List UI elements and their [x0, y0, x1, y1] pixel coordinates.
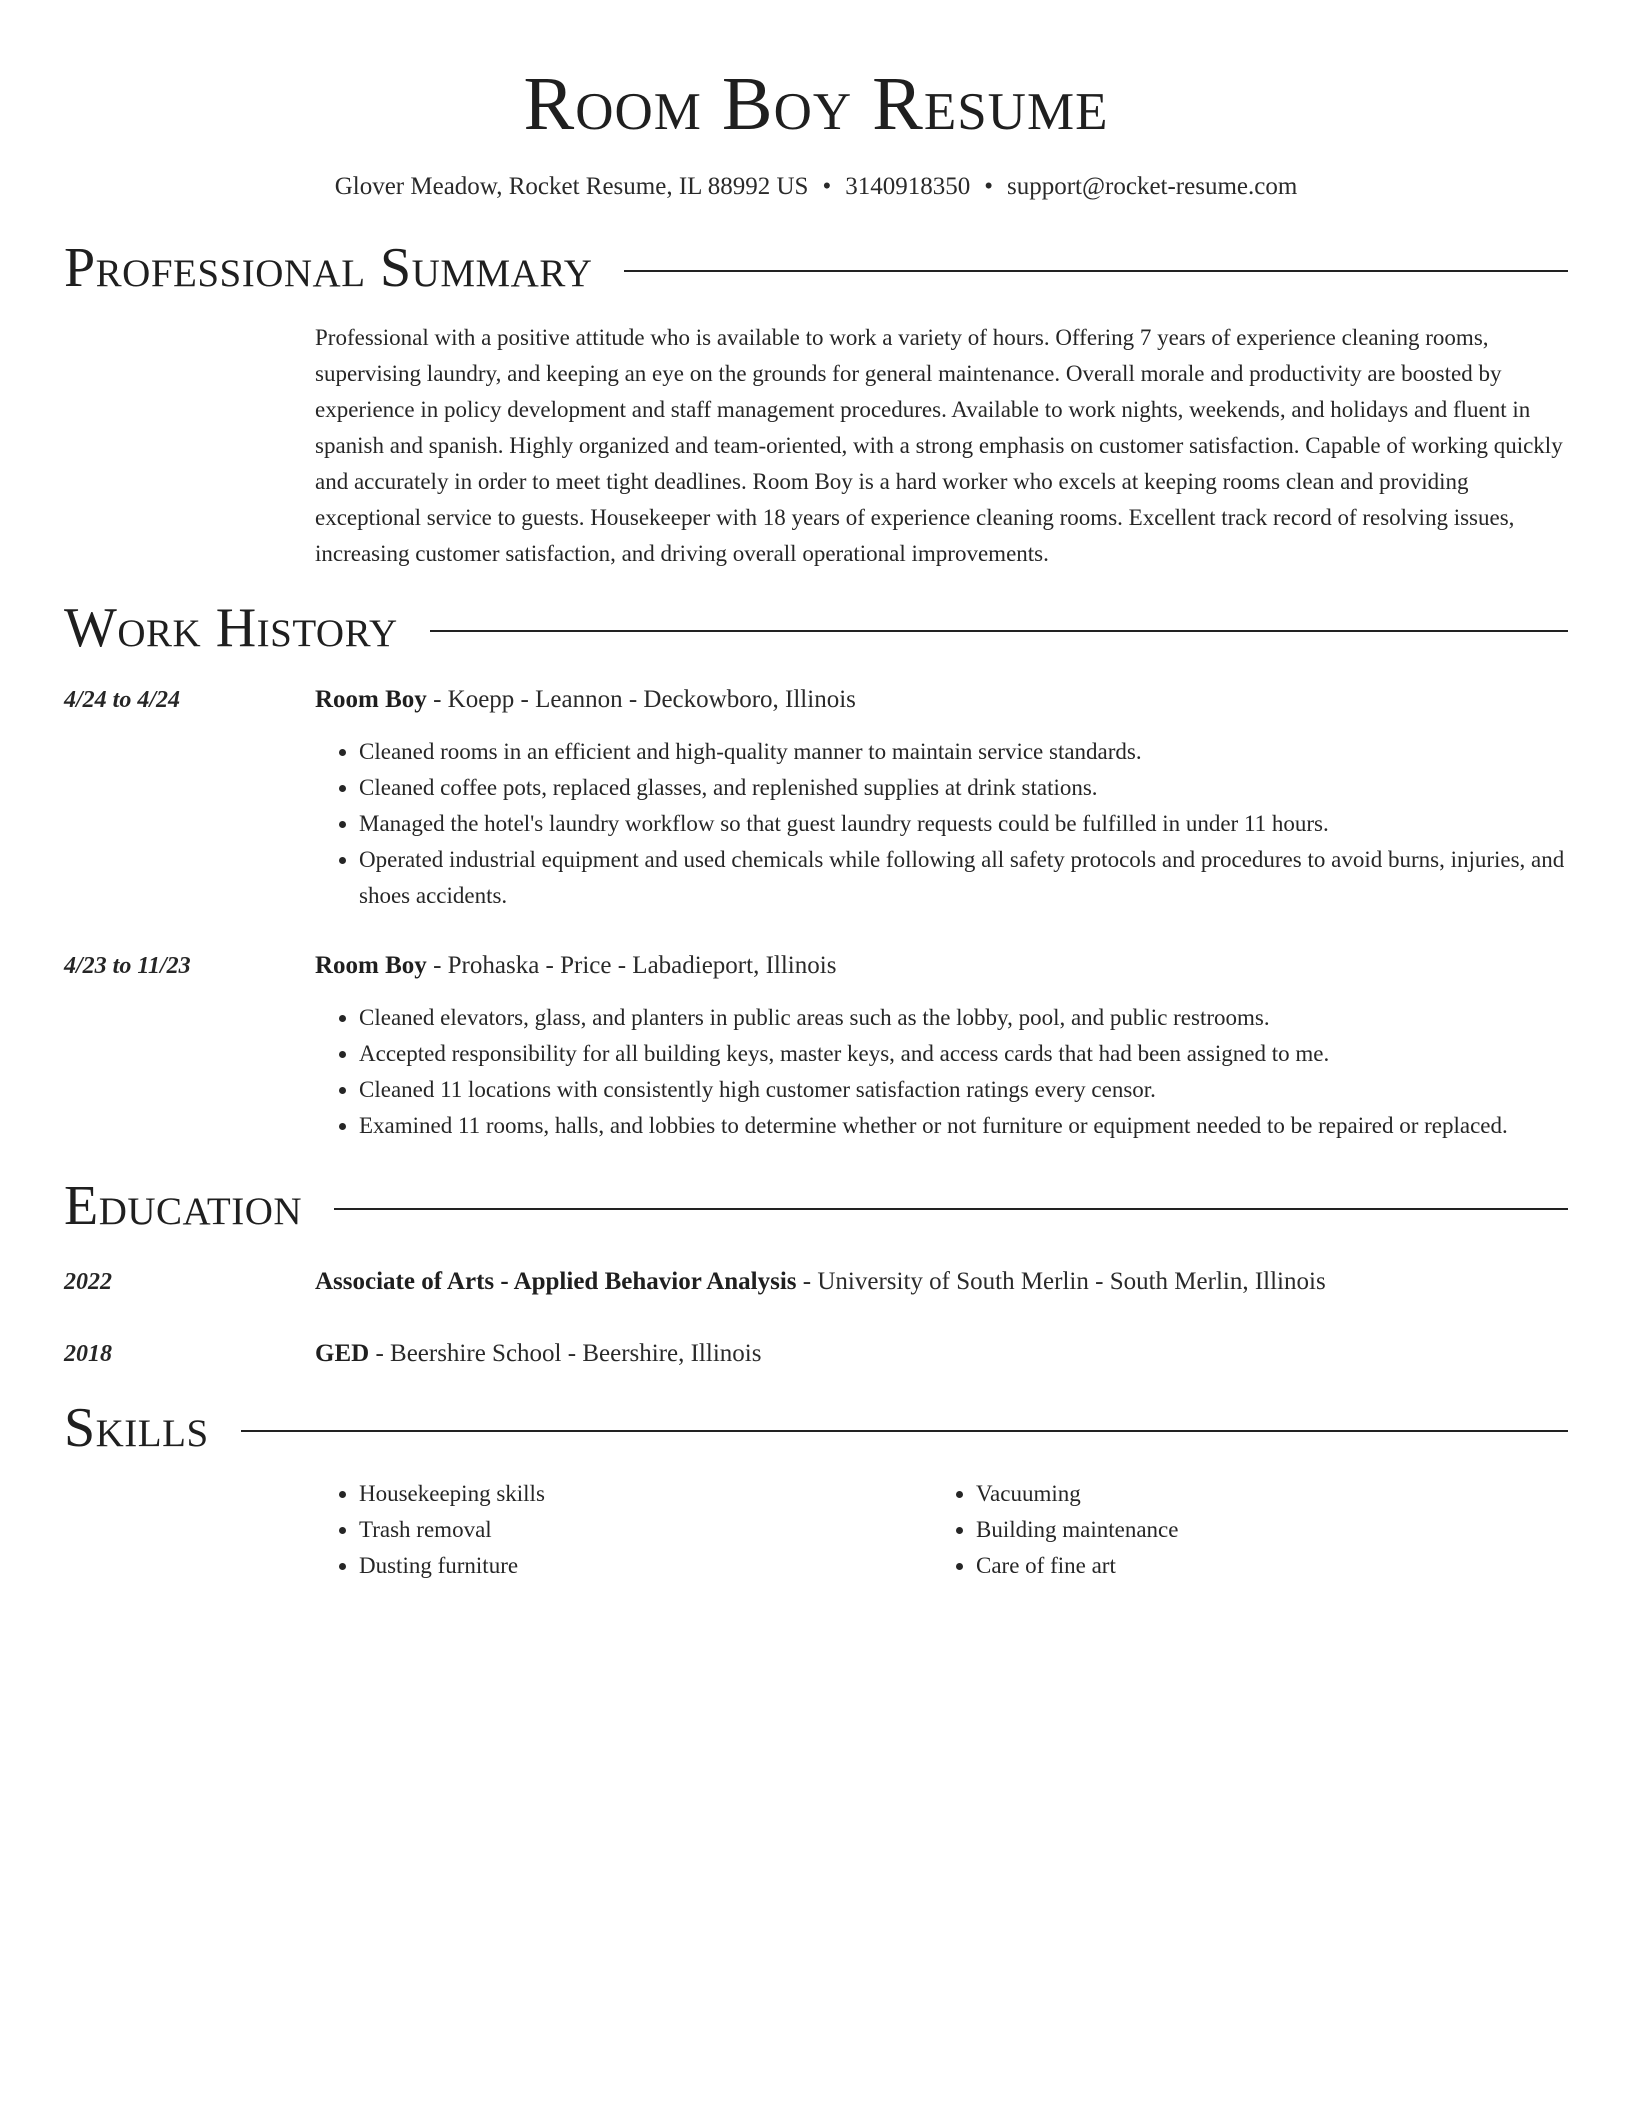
education-entry	[64, 1336, 1568, 1372]
list-item: • Cleaned elevators, glass, and planters in public areas such as the lobby, pool, and public restrooms.	[359, 1000, 1568, 1036]
list-item: • Care of fine art	[976, 1548, 1549, 1584]
list-item: • Cleaned coffee pots, replaced glasses, and replenished supplies at drink stations.	[359, 770, 1568, 806]
job-title-line	[315, 682, 1568, 718]
education-title-line	[315, 1264, 1568, 1300]
section-header-summary	[64, 236, 1568, 300]
section-header-education	[64, 1174, 1568, 1238]
list-item: • Accepted responsibility for all building keys, master keys, and access cards that had been assigned to me.	[359, 1036, 1568, 1072]
section-divider	[334, 1208, 1568, 1210]
list-item: • Dusting furniture	[359, 1548, 932, 1584]
education-degree: GED	[315, 1340, 370, 1367]
skills-column-left	[315, 1476, 932, 1584]
section-header-work-history	[64, 596, 1568, 660]
job-employer: - Prohaska - Price - Labadieport, Illinois	[426, 952, 837, 979]
section-divider	[430, 630, 1568, 632]
section-header-skills	[64, 1396, 1568, 1460]
contact-phone: 3140918350	[845, 173, 971, 200]
contact-line	[64, 170, 1568, 204]
education-date: 2018	[64, 1341, 112, 1367]
education-content	[315, 1336, 1568, 1372]
list-item: • Cleaned 11 locations with consistently high customer satisfaction ratings every censor.	[359, 1072, 1568, 1108]
summary-text: Professional with a positive attitude who is available to work a variety of hours. Offering 7 years of experience cleaning rooms, supervising laundry, and keeping an eye on the grounds for general maintenance. Overall morale and productivity are boosted by experience in policy development and staff management procedures. Available to work nights, weekends, and holidays and fluent in spanish and spanish. Highly organized and team-oriented, with a strong emphasis on customer satisfaction. Capable of working quickly and accurately in order to meet tight deadlines. Room Boy is a hard worker who excels at keeping rooms clean and providing exceptional service to guests. Housekeeper with 18 years of experience cleaning rooms. Excellent track record of resolving issues, increasing customer satisfaction, and driving overall operational improvements.	[315, 325, 1563, 566]
skills-list	[315, 1476, 1568, 1584]
resume-page	[64, 0, 1568, 1584]
skills-column-right	[932, 1476, 1549, 1584]
job-bullets	[315, 1000, 1568, 1144]
education-school: - University of South Merlin - South Merlin, Illinois	[796, 1268, 1326, 1295]
section-divider	[241, 1430, 1568, 1432]
job-role: Room Boy	[315, 686, 427, 713]
list-item: • Trash removal	[359, 1512, 932, 1548]
list-item: • Examined 11 rooms, halls, and lobbies to determine whether or not furniture or equipment needed to be repaired or replaced.	[359, 1108, 1568, 1144]
section-title-summary: Professional Summary	[64, 237, 593, 299]
education-school: - Beershire School - Beershire, Illinois	[369, 1340, 762, 1367]
list-item: • Cleaned rooms in an efficient and high-quality manner to maintain service standards.	[359, 734, 1568, 770]
education-title-line	[315, 1336, 1568, 1372]
list-item: • Building maintenance	[976, 1512, 1549, 1548]
education-date: 2022	[64, 1269, 112, 1295]
list-item: • Housekeeping skills	[359, 1476, 932, 1512]
job-content	[315, 682, 1568, 914]
job-content	[315, 948, 1568, 1144]
contact-address: Glover Meadow, Rocket Resume, IL 88992 US	[334, 173, 809, 200]
list-item: • Vacuuming	[976, 1476, 1549, 1512]
section-title-education: Education	[64, 1175, 303, 1237]
section-divider	[624, 270, 1568, 272]
job-bullets	[315, 734, 1568, 914]
section-title-work-history: Work History	[64, 597, 398, 659]
section-title-skills: Skills	[64, 1397, 209, 1459]
job-employer: - Koepp - Leannon - Deckowboro, Illinois	[426, 686, 856, 713]
resume-title: Room Boy Resume	[523, 62, 1109, 146]
list-item: • Operated industrial equipment and used chemicals while following all safety protocols and procedures to avoid burns, injuries, and shoes accidents.	[359, 842, 1568, 914]
job-title-line	[315, 948, 1568, 984]
job-role: Room Boy	[315, 952, 427, 979]
job-entry	[64, 682, 1568, 914]
contact-separator: •	[984, 173, 993, 200]
contact-separator: •	[822, 173, 832, 200]
education-content	[315, 1264, 1568, 1300]
list-item: • Managed the hotel's laundry workflow so that guest laundry requests could be fulfilled in under 11 hours.	[359, 806, 1568, 842]
contact-email: support@rocket-resume.com	[1007, 173, 1298, 200]
job-date: 4/23 to 11/23	[64, 953, 191, 979]
job-entry	[64, 948, 1568, 1144]
education-degree: Associate of Arts - Applied Behavior Analysis	[315, 1268, 797, 1295]
job-date: 4/24 to 4/24	[64, 687, 181, 713]
education-entry	[64, 1264, 1568, 1300]
